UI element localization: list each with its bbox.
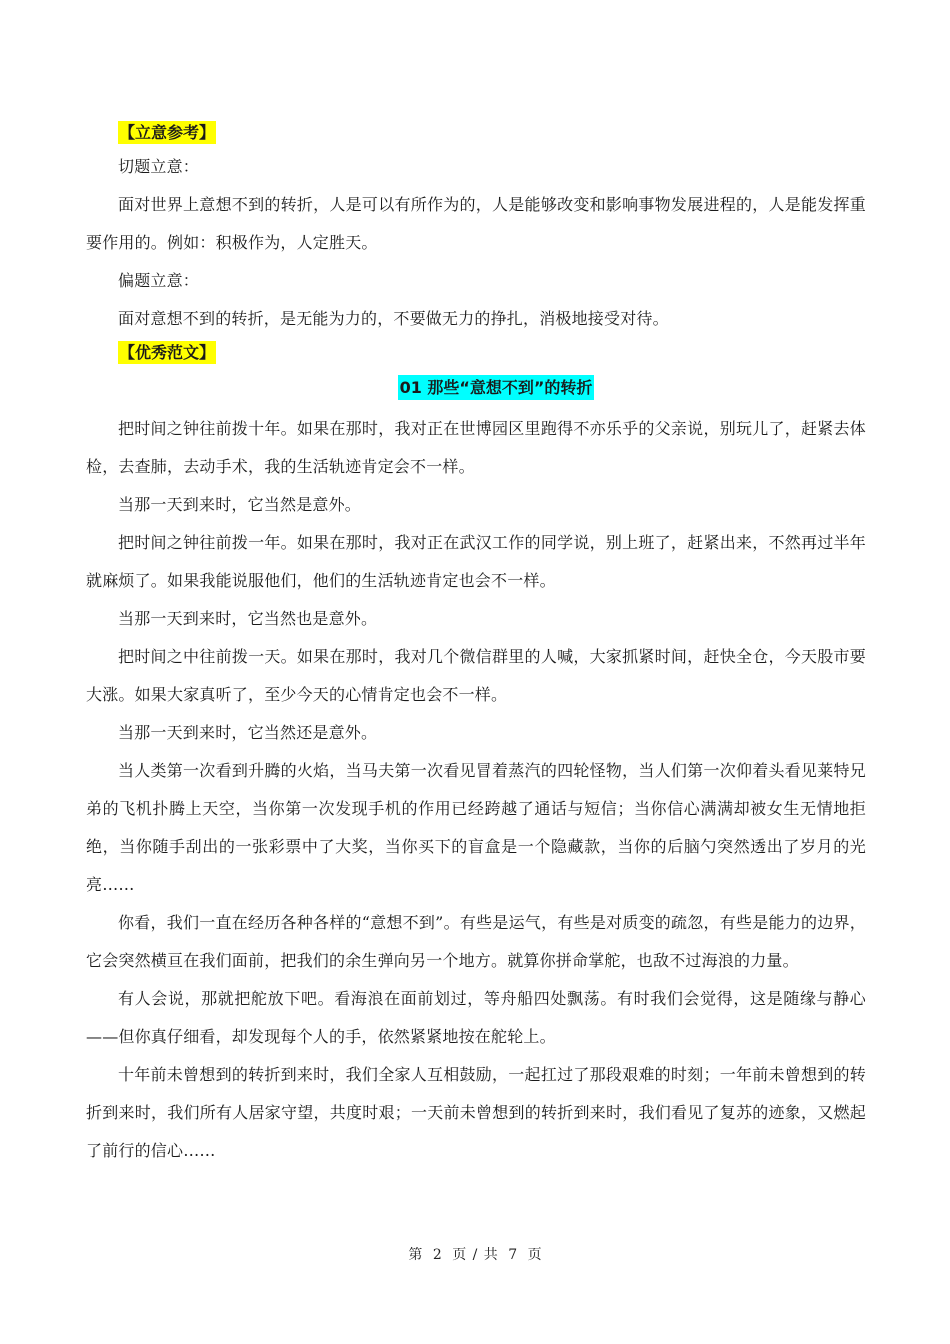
essay-paragraph: 当那一天到来时，它当然还是意外。 (118, 723, 378, 742)
essay-paragraph: 把时间之中往前拨一天。如果在那时，我对几个微信群里的人喊，大家抓紧时间，赶快全仓，今天股市要大涨。如果大家真听了，至少今天的心情肯定也会不一样。 (86, 647, 866, 704)
footer-middle: 页 / 共 (452, 1247, 498, 1263)
essay-title-text: 01 那些“意想不到”的转折 (398, 375, 595, 400)
essay-paragraph: 有人会说，那就把舵放下吧。看海浪在面前划过，等舟船四处飘荡。有时我们会觉得，这是随缘与静心——但你真仔细看，却发现每个人的手，依然紧紧地按在舵轮上。 (86, 989, 866, 1046)
essay-paragraph: 当那一天到来时，它当然也是意外。 (118, 609, 378, 628)
footer-current-page: 2 (432, 1247, 442, 1263)
essay-paragraph: 你看，我们一直在经历各种各样的“意想不到”。有些是运气，有些是对质变的疏忽，有些是能力的边界，它会突然横亘在我们面前，把我们的余生弹向另一个地方。就算你拼命掌舵，也敌不过海浪的力量。 (86, 913, 866, 970)
off-topic-text: 面对意想不到的转折，是无能为力的，不要做无力的挣扎，消极地接受对待。 (118, 309, 669, 328)
intent-heading (86, 118, 866, 148)
essay-heading-text: 【优秀范文】 (119, 343, 216, 362)
essay-paragraph: 把时间之钟往前拨一年。如果在那时，我对正在武汉工作的同学说，别上班了，赶紧出来，不然再过半年就麻烦了。如果我能说服他们，他们的生活轨迹肯定也会不一样。 (86, 533, 866, 590)
essay-paragraph: 当那一天到来时，它当然是意外。 (118, 495, 362, 514)
footer-total-pages: 7 (508, 1247, 518, 1263)
essay-paragraph: 当人类第一次看到升腾的火焰，当马夫第一次看见冒着蒸汽的四轮怪物，当人们第一次仰着头看见莱特兄弟的飞机扑腾上天空，当你第一次发现手机的作用已经跨越了通话与短信；当你信心满满却被女生无情地拒绝，当你随手刮出的一张彩票中了大奖，当你买下的盲盒是一个隐藏款，当你的后脑勺突然透出了岁月的光亮…… (86, 761, 866, 894)
page-footer (0, 1244, 950, 1264)
essay-heading (86, 338, 866, 368)
on-topic-label: 切题立意： (118, 157, 200, 176)
essay-paragraph: 十年前未曾想到的转折到来时，我们全家人互相鼓励，一起扛过了那段艰难的时刻；一年前未曾想到的转折到来时，我们所有人居家守望，共度时艰；一天前未曾想到的转折到来时，我们看见了复苏的迹象，又燃起了前行的信心…… (86, 1065, 866, 1160)
footer-prefix: 第 (408, 1247, 423, 1263)
essay-title (86, 370, 866, 406)
off-topic-label: 偏题立意： (118, 271, 200, 290)
footer-suffix: 页 (527, 1247, 542, 1263)
intent-heading-text: 【立意参考】 (119, 123, 216, 142)
essay-paragraph: 把时间之钟往前拨十年。如果在那时，我对正在世博园区里跑得不亦乐乎的父亲说，别玩儿了，赶紧去体检，去查肺，去动手术，我的生活轨迹肯定会不一样。 (86, 419, 866, 476)
on-topic-text: 面对世界上意想不到的转折，人是可以有所作为的，人是能够改变和影响事物发展进程的，人是能发挥重要作用的。例如：积极作为，人定胜天。 (86, 195, 866, 252)
document-page (86, 118, 866, 1170)
